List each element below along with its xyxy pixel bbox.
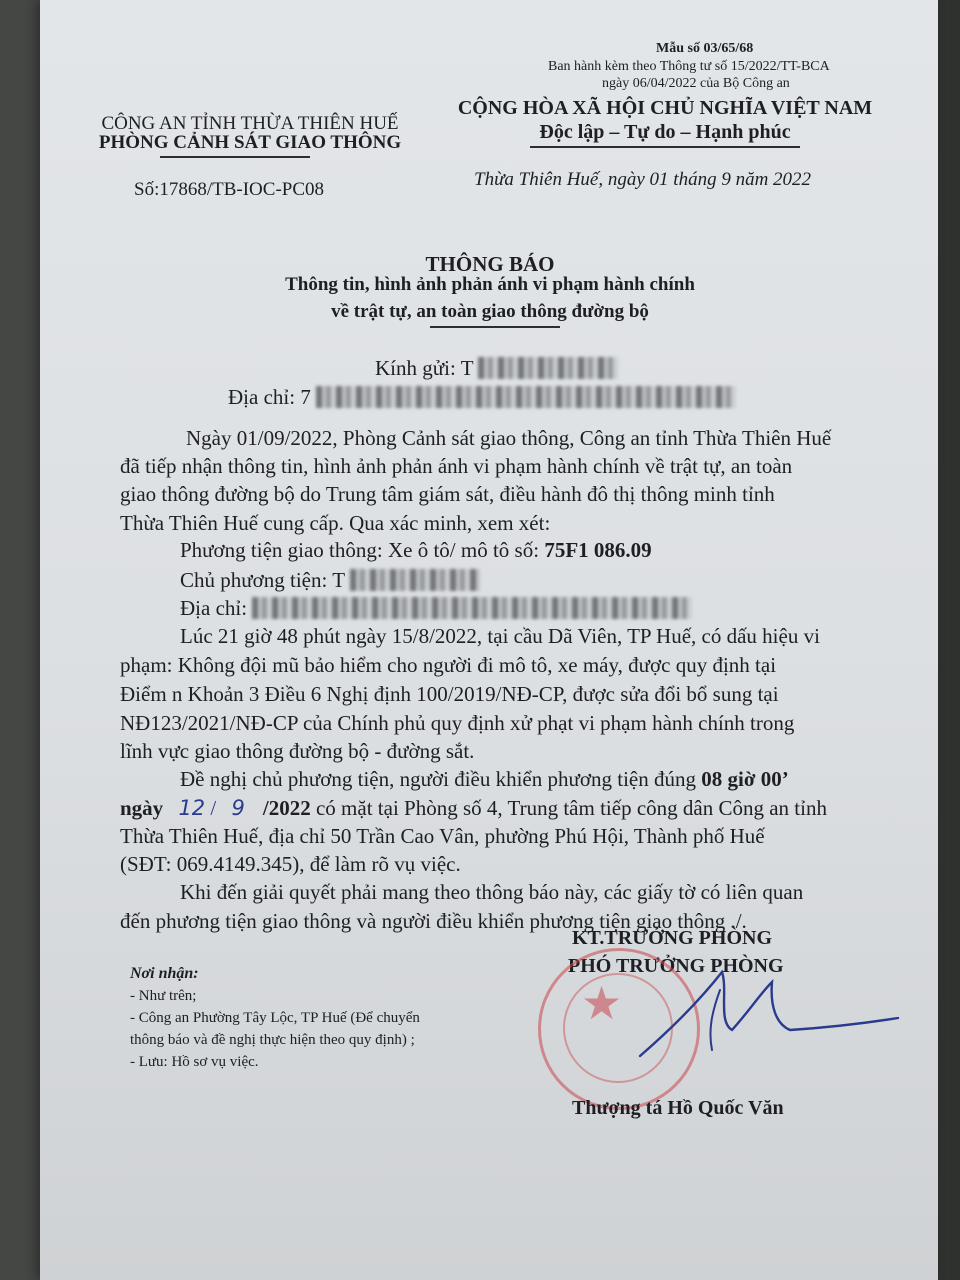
body-p2-line5: lĩnh vực giao thông đường bộ - đường sắt. [120,739,475,763]
issue-date: Thừa Thiên Huế, ngày 01 tháng 9 năm 2022 [474,169,812,190]
body-p4-line2: đến phương tiện giao thông và người điều khiển phương tiện giao thông ./. [120,909,747,933]
form-issued-line2: ngày 06/04/2022 của Bộ Công an [602,76,790,91]
redacted-address [316,386,736,408]
address-label: Địa chỉ: [228,385,296,409]
recipient-2b: thông báo và đề nghị thực hiện theo quy định) ; [130,1032,415,1048]
body-p1-line3: giao thông đường bộ do Trung tâm giám sát, điều hành đô thị thông minh tỉnh [120,482,775,506]
body-p3-line1-text: Đề nghị chủ phương tiện, người điều khiển phương tiện đúng [180,767,702,791]
body-p3-line2: ngày 12 / 9 /2022 có mặt tại Phòng số 4, Trung tâm tiếp công dân Công an tỉnh [120,796,827,820]
handwritten-signature [600,960,920,1070]
body-p2-line4: NĐ123/2021/NĐ-CP của Chính phủ quy định xử phạt vi phạm hành chính trong [120,711,795,735]
body-p2-line3: Điểm n Khoản 3 Điều 6 Nghị định 100/2019/NĐ-CP, được sửa đổi bổ sung tại [120,682,779,706]
issuing-org: CÔNG AN TỈNH THỪA THIÊN HUẾ [101,113,399,134]
recipient-3: - Lưu: Hồ sơ vụ việc. [130,1054,259,1070]
handwritten-month: 9 [231,796,245,820]
body-p1-line2: đã tiếp nhận thông tin, hình ảnh phản ánh vi phạm hành chính về trật tự, an toàn [120,454,793,478]
nation-title: CỘNG HÒA XÃ HỘI CHỦ NGHĨA VIỆT NAM [457,97,873,119]
motto-underline [530,146,800,148]
body-p1-line1: Ngày 01/09/2022, Phòng Cảnh sát giao thông, Công an tỉnh Thừa Thiên Huế [186,426,832,450]
body-p2-line2: phạm: Không đội mũ bảo hiểm cho người đi mô tô, xe máy, được quy định tại [120,653,777,677]
address-visible: 7 [300,385,311,409]
owner-line [180,569,480,591]
issuing-department: PHÒNG CẢNH SÁT GIAO THÔNG [98,132,402,153]
address-line [228,386,736,408]
kinh-gui-label: Kính gửi: [375,356,456,380]
owner-visible: T [332,568,345,592]
addressee-line [375,357,618,379]
appointment-place: có mặt tại Phòng số 4, Trung tâm tiếp công dân Công an tỉnh [310,796,827,820]
notice-subtitle-line2: về trật tự, an toàn giao thông đường bộ [331,301,649,322]
vehicle-label: Phương tiện giao thông: Xe ô tô/ mô tô số: [180,538,545,562]
signer-role-2: PHÓ TRƯỞNG PHÒNG [568,955,784,977]
appointment-day-label: ngày [120,796,164,820]
signer-role-1: KT.TRƯỞNG PHÒNG [572,927,772,949]
document-number: Số:17868/TB-IOC-PC08 [134,179,325,200]
left-header-underline [160,156,310,158]
body-p3-line1 [180,769,789,790]
form-code: Mẫu số 03/65/68 [656,41,754,56]
addressee-name-visible: T [460,356,474,380]
appointment-year: /2022 [262,796,311,820]
body-p3-line4: (SĐT: 069.4149.345), để làm rõ vụ việc. [120,852,461,876]
notice-subtitle-line1: Thông tin, hình ảnh phản ánh vi phạm hành chính [285,274,695,295]
owner-address-line [180,597,692,619]
redacted-addressee-name [478,357,618,379]
appointment-time: 08 giờ 00’ [701,767,789,791]
vehicle-plate: 75F1 086.09 [544,538,652,562]
recipient-2a: - Công an Phường Tây Lộc, TP Huế (Để chuyển [130,1010,420,1026]
body-p1-line4: Thừa Thiên Huế cung cấp. Qua xác minh, xem xét: [120,511,551,535]
redacted-owner-name [350,569,480,591]
seal-star-icon: ★ [581,978,623,1029]
vehicle-line [180,540,652,561]
body-p2-line1: Lúc 21 giờ 48 phút ngày 15/8/2022, tại cầu Dã Viên, TP Huế, có dấu hiệu vi [180,624,820,648]
form-issued-line1: Ban hành kèm theo Thông tư số 15/2022/TT-BCA [548,59,830,74]
subtitle-underline [430,326,560,328]
recipient-1: - Như trên; [130,988,197,1004]
recipients-title: Nơi nhận: [130,965,199,982]
body-p3-line3: Thừa Thiên Huế, địa chỉ 50 Trần Cao Vân, phường Phú Hội, Thành phố Huế [120,824,765,848]
signer-name: Thượng tá Hồ Quốc Văn [572,1097,784,1119]
owner-address-label: Địa chỉ: [180,596,248,620]
notice-title: THÔNG BÁO [425,252,555,276]
national-motto: Độc lập – Tự do – Hạnh phúc [539,121,791,143]
document-page [40,0,938,1280]
handwritten-day: 12 [178,796,206,820]
body-p4-line1: Khi đến giải quyết phải mang theo thông báo này, các giấy tờ có liên quan [180,880,804,904]
redacted-owner-address [252,597,692,619]
owner-label: Chủ phương tiện: [180,568,328,592]
